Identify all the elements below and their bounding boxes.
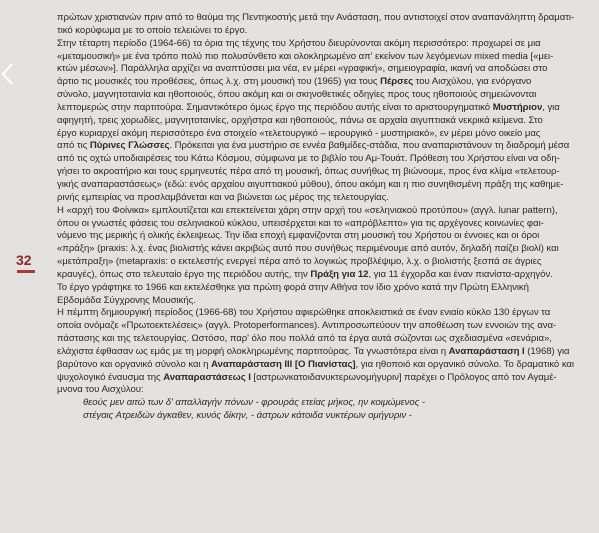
text-run: αφηγητή, τρεις χορωδίες, μαγνητοταινίες, ορχήστρα και ηθοποιούς, πάνω σε αρχαία αιγυπτιακά νεκρικά κείμενα. Στο bbox=[57, 114, 543, 126]
text-run: . Πρόκειται για ένα μυστήριο σε εννέα βαθμίδες-στάδια, που αναπαριστάνουν τη διαδρομή μέσα bbox=[169, 140, 570, 152]
text-run: «μεταμουσική» με ένα τρόπο πολύ πιο πολυσύνθετο και ολοκληρωμένο απ' εκείνον των λεγόμενων mixed media [«μει- bbox=[57, 50, 554, 62]
text-run: όπου οι γνωστές φάσεις του σεληνιακού κύκλου, υπεισέρχεται και το «απρόβλεπτο» για τις αρχέγονες κοινωνίες φαι- bbox=[57, 217, 544, 229]
text-run: πρώτων χριστιανών πριν από το θαύμα της Πεντηκοστής μετά την Ανάσταση, που αντιστοιχεί στον αναπανάληπτη δραματι- bbox=[57, 12, 575, 23]
text-line bbox=[57, 359, 585, 372]
text-line bbox=[57, 128, 585, 141]
text-run: στέγαις Ατρειδών άγκαθεν, κυνός δίκην, - άστρων κάτοιδα νυκτέρων ομήγυριν - bbox=[83, 410, 412, 422]
bold-title: Μυστήριον bbox=[492, 101, 543, 113]
text-run: του Αισχύλου, για ενόργανο bbox=[413, 76, 532, 88]
text-run: «μετάπραξη» (metapraxis: ο εκτελεστής ενεργεί πέρα από το λογικώς προβλέψιμο, λ.χ. ο βιολιστής ξεσπά σε άγριες bbox=[57, 256, 542, 268]
text-run: ψυχολογικό έναυσμα της bbox=[57, 371, 164, 383]
text-run: σύνολο, μαγνητοταινία και ηθοποιούς, όπου ακόμη και οι σκηνοθετικές οδηγίες προς τους ηθοποιούς σημειώνονται bbox=[57, 89, 537, 101]
text-run: από τις bbox=[57, 140, 90, 152]
text-run: από τις οχτώ υποδιαιρέσεις του Κάτω Κόσμου, σύμφωνα με το βιβλίο του Αμ-Τουάτ. Πρόθεση του Χρήστου είναι να οδη- bbox=[57, 153, 560, 165]
text-line bbox=[57, 230, 585, 243]
text-run: γικής αναπαραστάσεως» (εδώ: ενός αρχαίου αιγυπτιακού μύθου), όπου ακόμη και η πιο συνηθισμένη πράξη της καθημε- bbox=[57, 178, 564, 190]
text-run: «πράξη» (praxis: λ.χ. ένας βιολιστής κάνει ακριβώς αυτό που συνήθως περιμένουμε από αυτόν, δηλαδή παίζει βιολί) και bbox=[57, 243, 559, 255]
text-run: μνονα του Αισχύλου: bbox=[57, 384, 144, 396]
bold-title: Αναπαράσταση ΙΙΙ [Ο Πιανίστας] bbox=[211, 358, 356, 370]
text-run: (1968) για bbox=[524, 345, 570, 357]
text-line bbox=[57, 115, 585, 128]
bold-title: Πράξη για 12 bbox=[310, 268, 369, 280]
text-line bbox=[57, 63, 585, 76]
text-run: Στην τέταρτη περίοδο (1964-66) τα όρια της τέχνης του Χρήστου διευρύνονται ακόμη περισσότερο: προχωρεί σε μια bbox=[57, 37, 541, 49]
text-run: οποία ονόμαζε «Πρωτοεκτελέσεις» (αγγλ. Protoperformances). Αντιπροσωπεύουν την αποθέωση των εννοιών της ανα- bbox=[57, 320, 557, 332]
text-run: [αστρωνκατοιδανυκτερωνομήγυριν] παρέχει ο Πρόλογος από τον Αγαμέ- bbox=[250, 371, 557, 383]
text-line bbox=[57, 76, 585, 89]
text-line bbox=[57, 256, 585, 269]
text-run: Εβδομάδα Σύγχρονης Μουσικής. bbox=[57, 294, 196, 306]
text-line bbox=[57, 307, 585, 320]
bold-title: Πέρσες bbox=[380, 76, 414, 88]
page-number-underline bbox=[17, 270, 35, 273]
text-run: , για bbox=[542, 101, 560, 113]
text-line bbox=[57, 51, 585, 64]
text-line bbox=[57, 153, 585, 166]
text-line bbox=[57, 89, 585, 102]
text-line bbox=[57, 12, 585, 25]
text-line bbox=[57, 384, 585, 397]
text-run: Το έργο γράφτηκε το 1966 και εκτελέσθηκε για πρώτη φορά στην Αθήνα τον ίδιο χρόνο κατά την Πρώτη Ελληνική bbox=[57, 281, 529, 293]
text-run: έργο κυριαρχεί ακόμη περισσότερο ένα στοιχείο «τελετουργικό – ιερουργικό - μυστηριακό», εν μέρει μόνο οικείο μας bbox=[57, 127, 541, 139]
text-run: άρτιο τις μουσικές του προθέσεις, όπως λ.χ. στη μουσική του (1965) για τους bbox=[57, 76, 381, 88]
text-line bbox=[57, 179, 585, 192]
text-run: , για ηθοποιό και οργανικό σύνολο. Το δραματικό και bbox=[355, 358, 574, 370]
text-run: Η πέμπτη δημιουργική περίοδος (1966-68) του Χρήστου αφιερώθηκε αποκλειστικά σε έναν ενιαίο κύκλο 130 έργων τα bbox=[57, 307, 551, 319]
text-run: κτών μέσων»]. Παράλληλα αρχίζει να αναπτύσσει μια νέα, εν μέρει «γραφική», σημειογραφία, ικανή να αποδώσει στο bbox=[57, 63, 548, 75]
text-line bbox=[57, 140, 585, 153]
text-run: βαρύτονο και οργανικό σύνολο και η bbox=[57, 358, 212, 370]
text-line bbox=[57, 372, 585, 385]
text-line bbox=[57, 269, 585, 282]
text-line bbox=[57, 410, 585, 423]
text-line bbox=[57, 397, 585, 410]
bold-title: Αναπαράσταση Ι bbox=[448, 345, 525, 357]
text-line bbox=[57, 192, 585, 205]
text-run: ρινής εμπειρίας να προσλαμβάνεται και να βιώνεται ως μέρος της τελετουργίας. bbox=[57, 191, 389, 203]
text-line bbox=[57, 282, 585, 295]
text-run: γήσει το ακροατήριο και τους ερμηνευτές πέρα από τη μουσική, όπως συνήθως τη βιώνουμε, προς ένα κλίμα «τελετουρ- bbox=[57, 166, 560, 178]
text-line bbox=[57, 205, 585, 218]
text-run: ελάχιστα έφθασαν ως εμάς με τη μορφή ολοκληρωμένης παρτιτούρας. Τα γνωστότερα είναι η bbox=[57, 345, 449, 357]
text-line bbox=[57, 166, 585, 179]
text-line bbox=[57, 25, 585, 38]
text-line bbox=[57, 320, 585, 333]
page-corner-mark bbox=[0, 63, 14, 85]
text-line bbox=[57, 346, 585, 359]
text-run: νόμενο της μερικής ή ολικής έκλειψεως. Την ίδια εποχή εμφανίζονται στη μουσική του Χρήστου οι έννοιες και οι όροι bbox=[57, 230, 540, 242]
text-run: θεούς μεν αιτώ των δ' απαλλαγήν πόνων - φρουράς ετείας μήκος, ην κοιμώμενος - bbox=[83, 397, 426, 409]
text-line bbox=[57, 38, 585, 51]
text-run: κραυγές), όπως στο τελευταίο έργο της περιόδου αυτής, την bbox=[57, 268, 311, 280]
text-run: , για 11 έγχορδα και έναν πιανίστα-αρχηγόν. bbox=[368, 268, 553, 280]
bold-title: Αναπαραστάσεως Ι bbox=[163, 371, 251, 383]
text-line bbox=[57, 102, 585, 115]
body-text bbox=[57, 12, 585, 423]
page-number: 32 bbox=[16, 252, 32, 268]
text-run: τικό κορύφωμα με το οποίο τελειώνει το έργο. bbox=[57, 24, 248, 36]
text-run: λεπτομερώς στην παρτιτούρα. Σημαντικότερο όμως έργο της περιόδου αυτής είναι το αριστουργηματικό bbox=[57, 101, 493, 113]
text-line bbox=[57, 218, 585, 231]
text-run: Η «αρχή του Φοίνικα» εμπλουτίζεται και επεκτείνεται χάρη στην αρχή του «σεληνιακού προτύπου» (αγγλ. lunar pattern), bbox=[57, 204, 558, 216]
text-line bbox=[57, 333, 585, 346]
text-run: πάστασης και της τελετουργίας. Ωστόσο, παρ' όλο που πολλά από τα έργα αυτά σώζονται ως σχεδιασμένα «σενάρια», bbox=[57, 333, 552, 345]
bold-title: Πύρινες Γλώσσες bbox=[89, 140, 170, 152]
text-line bbox=[57, 243, 585, 256]
text-line bbox=[57, 295, 585, 308]
